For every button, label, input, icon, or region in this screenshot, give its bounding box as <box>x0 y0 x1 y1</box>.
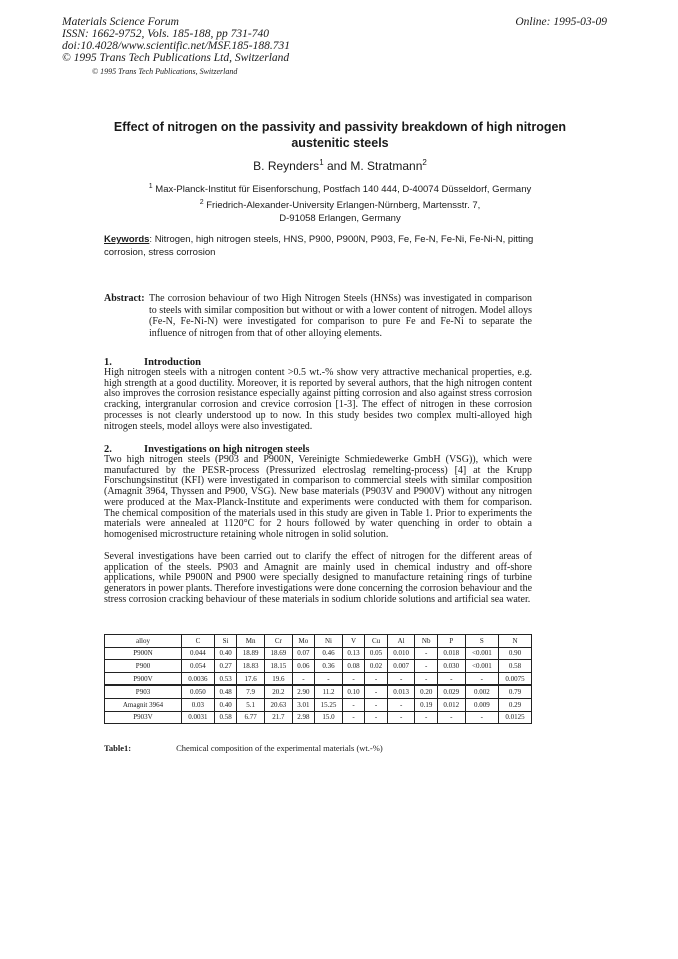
keywords-label: Keywords <box>104 234 150 245</box>
table-cell: - <box>415 647 438 660</box>
table-cell: 0.0031 <box>182 711 215 724</box>
table-cell: 0.0036 <box>182 672 215 685</box>
table-cell: - <box>342 711 365 724</box>
table-cell: 0.08 <box>342 660 365 673</box>
author-and: and <box>323 159 351 173</box>
table-header-cell: S <box>465 635 498 648</box>
abstract-block <box>104 293 532 339</box>
table-cell: P903 <box>105 685 182 698</box>
table-cell: 0.009 <box>465 698 498 711</box>
copyright-line: © 1995 Trans Tech Publications Ltd, Switzerland <box>62 52 290 64</box>
section-2-paragraph-2: Several investigations have been carried out to clarify the effect of nitrogen for the different areas of application of the steels. P903 and Amagnit are mainly used in chemical industry and off-shore applications, while P900N and P900 were specially designed to manufacture retaining rings of turbine generators in power plants. Therefore investigations were done concerning the corrosion behaviour and the stress corrosion cracking behaviour of these materials in sodium chloride solutions and artificial sea water. <box>104 551 533 605</box>
table-cell: 0.054 <box>182 660 215 673</box>
table-cell: 0.40 <box>214 698 237 711</box>
table-header-cell: Ni <box>315 635 343 648</box>
doi-link[interactable]: doi:10.4028/www.scientific.net/MSF.185-188.731 <box>62 40 290 52</box>
section-2-title: Investigations on high nitrogen steels <box>144 444 310 455</box>
table-header-cell: P <box>437 635 465 648</box>
table-cell: - <box>342 672 365 685</box>
table-cell: 0.007 <box>387 660 415 673</box>
table-cell: <0.001 <box>465 647 498 660</box>
table-cell: 0.48 <box>214 685 237 698</box>
author-2-sup: 2 <box>422 158 427 167</box>
table-cell: - <box>415 711 438 724</box>
table-cell: - <box>387 711 415 724</box>
online-date: Online: 1995-03-09 <box>515 16 607 28</box>
author-1: B. Reynders <box>253 159 320 173</box>
table-header-cell: Al <box>387 635 415 648</box>
section-1-title: Introduction <box>144 357 201 368</box>
table-cell: 15.25 <box>315 698 343 711</box>
section-2-paragraph-1: Two high nitrogen steels (P903 and P900N, Vereinigte Schmiedewerke GmbH (VSG)), which were manufactured by the PESR-process (Pressurized electroslag remelting-process) [4] at the Krupp Forschungsinstitut (KFI) were investigated in comparison to commercial steels with similar composition (Amagnit 3964, Thyssen and P900, VSG). New base materials (P903V and P900V) without any nitrogen were produced at the Max-Planck-Institute and experiments were conducted with them for comparison. The chemical composition of the materials used in this study are given in Table 1. Prior to experiments the materials were annealed at 1120°C for 2 hours followed by water quenching in order to obtain a homogenised microstructure retaining whole nitrogen in solid solution. <box>104 454 532 540</box>
publisher-copyright: © 1995 Trans Tech Publications, Switzerland <box>92 67 238 76</box>
table-cell: - <box>415 660 438 673</box>
table-cell: 0.06 <box>292 660 315 673</box>
table-cell: 0.05 <box>365 647 388 660</box>
table-cell: - <box>365 685 388 698</box>
table-cell: 2.98 <box>292 711 315 724</box>
table-cell: 0.0125 <box>499 711 532 724</box>
keywords-colon: : <box>149 234 153 245</box>
affiliation-2 <box>80 197 600 225</box>
table-row <box>105 711 532 724</box>
table-cell: 0.07 <box>292 647 315 660</box>
table-row <box>105 685 532 698</box>
table-cell: 0.0075 <box>499 672 532 685</box>
table-cell: 11.2 <box>315 685 343 698</box>
table-header-cell: C <box>182 635 215 648</box>
table-cell: 7.9 <box>237 685 265 698</box>
table-cell: - <box>315 672 343 685</box>
table-cell: 5.1 <box>237 698 265 711</box>
table-cell: 21.7 <box>264 711 292 724</box>
table-header-cell: Mn <box>237 635 265 648</box>
table-cell: - <box>437 672 465 685</box>
table-cell: 18.15 <box>264 660 292 673</box>
table-cell: 0.58 <box>214 711 237 724</box>
table-cell: 15.0 <box>315 711 343 724</box>
table-cell: 18.89 <box>237 647 265 660</box>
affiliation-1-text: Max-Planck-Institut für Eisenforschung, Postfach 140 444, D-40074 Düsseldorf, Germany <box>155 184 532 196</box>
table-row <box>105 647 532 660</box>
table-cell: P900 <box>105 660 182 673</box>
table-cell: 0.013 <box>387 685 415 698</box>
table-cell: - <box>365 672 388 685</box>
table-cell: - <box>415 672 438 685</box>
table-cell: 0.20 <box>415 685 438 698</box>
section-1-number: 1. <box>104 357 112 368</box>
table-header-cell: Cu <box>365 635 388 648</box>
table-cell: 0.29 <box>499 698 532 711</box>
table-caption-text: Chemical composition of the experimental materials (wt.-%) <box>176 743 383 753</box>
table-cell: 0.13 <box>342 647 365 660</box>
table-cell: 0.029 <box>437 685 465 698</box>
affiliation-2-line2: D-91058 Erlangen, Germany <box>279 212 401 224</box>
table-cell: 0.050 <box>182 685 215 698</box>
table-cell: 3.01 <box>292 698 315 711</box>
table-cell: 0.002 <box>465 685 498 698</box>
table-header-cell: V <box>342 635 365 648</box>
table-row <box>105 672 532 685</box>
table-cell: <0.001 <box>465 660 498 673</box>
table-cell: - <box>465 711 498 724</box>
table-cell: 0.46 <box>315 647 343 660</box>
affiliation-2-line1: Friedrich-Alexander-University Erlangen-Nürnberg, Martensstr. 7, <box>206 200 481 212</box>
affiliation-1 <box>80 181 600 197</box>
table-cell: 2.90 <box>292 685 315 698</box>
table-cell: 17.6 <box>237 672 265 685</box>
table-cell: 0.030 <box>437 660 465 673</box>
table-caption-label: Table1: <box>104 743 132 753</box>
table-header-cell: alloy <box>105 635 182 648</box>
table-header-cell: N <box>499 635 532 648</box>
table-cell: - <box>292 672 315 685</box>
table-cell: P900V <box>105 672 182 685</box>
table-cell: 0.018 <box>437 647 465 660</box>
table-caption <box>104 743 383 753</box>
author-list <box>100 158 580 173</box>
paper-title: Effect of nitrogen on the passivity and passivity breakdown of high nitrogen austenitic steels <box>113 120 567 150</box>
table-row <box>105 698 532 711</box>
table-cell: 20.63 <box>264 698 292 711</box>
keywords-text: Nitrogen, high nitrogen steels, HNS, P900, P900N, P903, Fe, Fe-N, Fe-Ni, Fe-Ni-N, pitting corrosion, stress corrosion <box>104 234 534 258</box>
table-cell: - <box>387 672 415 685</box>
abstract-label: Abstract: <box>104 293 145 304</box>
table-cell: 0.012 <box>437 698 465 711</box>
keywords-block <box>104 234 542 259</box>
table-cell: 0.10 <box>342 685 365 698</box>
table-cell: 20.2 <box>264 685 292 698</box>
table-cell: 18.69 <box>264 647 292 660</box>
table-cell: P900N <box>105 647 182 660</box>
table-cell: 0.36 <box>315 660 343 673</box>
author-2: M. Stratmann <box>350 159 423 173</box>
table-cell: 0.90 <box>499 647 532 660</box>
table-cell: - <box>387 698 415 711</box>
table-cell: 0.044 <box>182 647 215 660</box>
composition-table <box>104 634 532 724</box>
section-2-number: 2. <box>104 444 112 455</box>
section-1-text: High nitrogen steels with a nitrogen content >0.5 wt.-% show very attractive mechanical properties, e.g. high strength at a good ductility. Moreover, it is reported by several authors, that the high nitrogen content also improves the corrosion resistance especially against pitting corrosion and also against stress corrosion cracking, intergranular corrosion and crevice corrosion [1-3]. The effect of nitrogen in these corrosion processes is not clearly understood up to now. In this study besides two complex multi-alloyed high nitrogen steels, model alloys were also investigated. <box>104 367 532 432</box>
table-cell: 0.19 <box>415 698 438 711</box>
table-cell: 0.03 <box>182 698 215 711</box>
table-cell: - <box>365 698 388 711</box>
table-cell: Amagnit 3964 <box>105 698 182 711</box>
table-header-row <box>105 635 532 648</box>
table-cell: 0.27 <box>214 660 237 673</box>
table-header-cell: Mo <box>292 635 315 648</box>
journal-name: Materials Science Forum <box>62 16 179 28</box>
table-cell: 0.53 <box>214 672 237 685</box>
table-cell: 6.77 <box>237 711 265 724</box>
table-header-cell: Si <box>214 635 237 648</box>
table-cell: 0.79 <box>499 685 532 698</box>
abstract-text: The corrosion behaviour of two High Nitrogen Steels (HNSs) was investigated in comparison to steels with similar composition but without or with a lower content of nitrogen. Model alloys (Fe-N, Fe-Ni-N) were investigated for comparison to pure Fe and Fe-Ni to separate the influence of nitrogen from that of other alloying elements. <box>149 293 532 339</box>
table-cell: - <box>437 711 465 724</box>
affiliation-2-sup: 2 <box>199 199 204 206</box>
table-header-cell: Nb <box>415 635 438 648</box>
table-cell: 19.6 <box>264 672 292 685</box>
author-1-sup: 1 <box>319 158 324 167</box>
table-header-cell: Cr <box>264 635 292 648</box>
table-cell: 0.40 <box>214 647 237 660</box>
table-cell: - <box>365 711 388 724</box>
table-cell: P903V <box>105 711 182 724</box>
table-row <box>105 660 532 673</box>
table-cell: 0.58 <box>499 660 532 673</box>
table-cell: 18.83 <box>237 660 265 673</box>
table-cell: 0.02 <box>365 660 388 673</box>
issn-line: ISSN: 1662-9752, Vols. 185-188, pp 731-740 <box>62 28 269 40</box>
table-cell: - <box>342 698 365 711</box>
table-cell: 0.010 <box>387 647 415 660</box>
affiliation-1-sup: 1 <box>148 183 153 190</box>
table-cell: - <box>465 672 498 685</box>
